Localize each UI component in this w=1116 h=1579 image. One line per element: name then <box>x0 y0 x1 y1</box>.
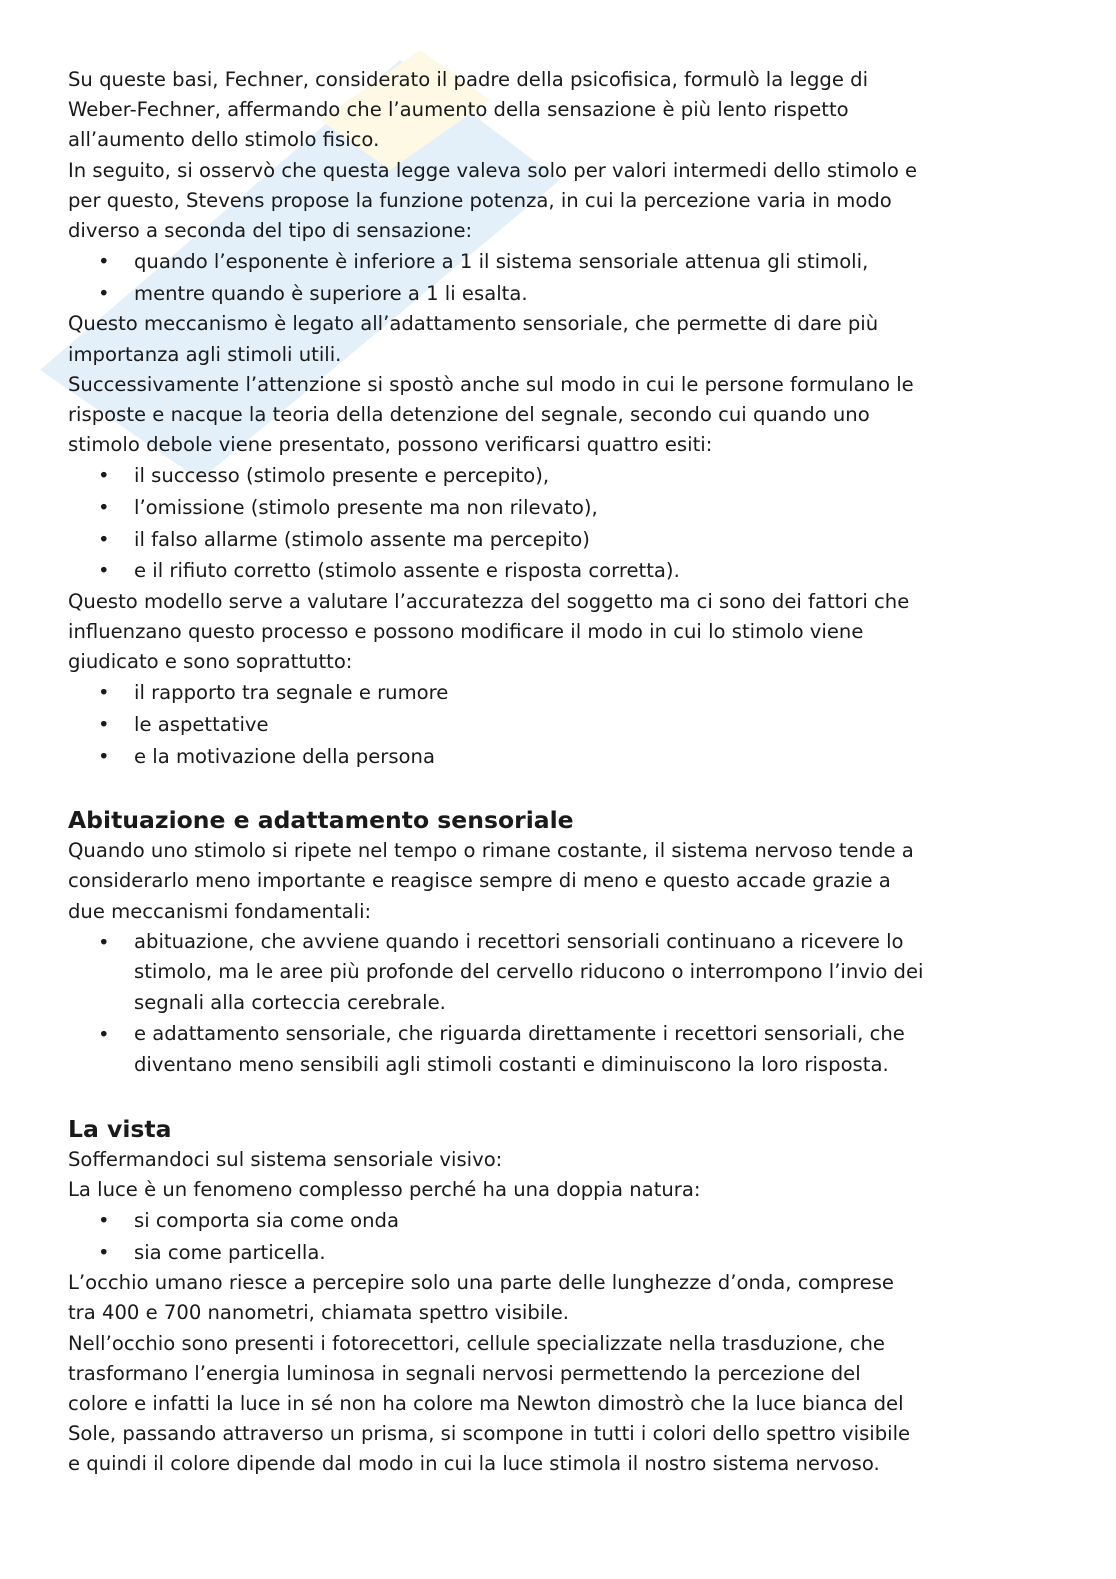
list-item-text: il successo (stimolo presente e percepito), <box>134 464 550 488</box>
list-item <box>68 677 1068 709</box>
list-item-text: stimolo, ma le aree più profonde del cervello riducono o interrompono l’invio dei <box>134 960 924 983</box>
text-line: importanza agli stimoli utili. <box>68 342 342 366</box>
text-line: e quindi il colore dipende dal modo in cui la luce stimola il nostro sistema nervoso. <box>68 1452 880 1476</box>
text-line: Questo modello serve a valutare l’accuratezza del soggetto ma ci sono dei fattori che <box>68 589 910 613</box>
text-line: all’aumento dello stimolo fisico. <box>68 128 380 152</box>
list-item-text: e adattamento sensoriale, che riguarda direttamente i recettori sensoriali, che <box>134 1021 905 1045</box>
list-item <box>68 1205 1068 1237</box>
list-item <box>68 278 1068 310</box>
text-line: giudicato e sono soprattutto: <box>68 650 353 674</box>
paragraph <box>68 1268 1068 1479</box>
bullet-icon: • <box>98 464 110 488</box>
paragraph <box>68 65 1068 246</box>
text-line: Nell’occhio sono presenti i fotorecettori, cellule specializzate nella trasduzione, che <box>68 1331 885 1355</box>
list-item <box>68 555 1068 587</box>
text-line: Questo meccanismo è legato all’adattamento sensoriale, che permette di dare più <box>68 312 879 336</box>
list-item-text: diventano meno sensibili agli stimoli costanti e diminuiscono la loro risposta. <box>134 1053 889 1076</box>
list-item-text: quando l’esponente è inferiore a 1 il sistema sensoriale attenua gli stimoli, <box>134 250 869 274</box>
section-heading: Abituazione e adattamento sensoriale <box>68 806 574 835</box>
list-item-text: abituazione, che avviene quando i recettori sensoriali continuano a ricevere lo <box>134 929 904 953</box>
bullet-icon: • <box>98 681 110 705</box>
text-line: influenzano questo processo e possono modificare il modo in cui lo stimolo viene <box>68 620 864 643</box>
list-item-text: il falso allarme (stimolo assente ma percepito) <box>134 527 590 551</box>
bullet-icon: • <box>98 559 110 583</box>
paragraph <box>68 587 1068 678</box>
list-item <box>68 741 1068 773</box>
list-item-text: e il rifiuto corretto (stimolo assente e risposta corretta). <box>134 559 680 583</box>
text-line: In seguito, si osservò che questa legge valeva solo per valori intermedi dello stimolo e <box>68 158 918 182</box>
text-line: per questo, Stevens propose la funzione potenza, in cui la percezione varia in modo <box>68 188 892 212</box>
list-item-text: il rapporto tra segnale e rumore <box>134 681 449 705</box>
text-line: Su queste basi, Fechner, considerato il padre della psicofisica, formulò la legge di <box>68 68 869 91</box>
list-item <box>68 1237 1068 1269</box>
bullet-icon: • <box>98 1240 110 1264</box>
text-line: Quando uno stimolo si ripete nel tempo o rimane costante, il sistema nervoso tende a <box>68 839 914 863</box>
bullet-icon: • <box>98 496 110 520</box>
list-item <box>68 1019 1068 1081</box>
list-item <box>68 460 1068 492</box>
text-line: Soffermandoci sul sistema sensoriale visivo: <box>68 1147 503 1171</box>
text-line: Weber-Fechner, affermando che l’aumento della sensazione è più lento rispetto <box>68 98 849 122</box>
bullet-icon: • <box>98 713 110 736</box>
bullet-icon: • <box>98 930 110 954</box>
text-line: stimolo debole viene presentato, possono verificarsi quattro esiti: <box>68 433 713 457</box>
bullet-list <box>68 677 1068 772</box>
text-line: Successivamente l’attenzione si spostò anche sul modo in cui le persone formulano le <box>68 372 914 396</box>
text-line: diverso a seconda del tipo di sensazione: <box>68 219 473 243</box>
text-line: La luce è un fenomeno complesso perché ha una doppia natura: <box>68 1177 701 1201</box>
bullet-list <box>68 927 1068 1081</box>
list-item <box>68 927 1068 1019</box>
list-item-text: si comporta sia come onda <box>134 1209 399 1232</box>
text-line: due meccanismi fondamentali: <box>68 899 372 923</box>
text-line: L’occhio umano riesce a percepire solo una parte delle lunghezze d’onda, comprese <box>68 1271 894 1295</box>
bullet-icon: • <box>98 744 110 768</box>
bullet-icon: • <box>98 1209 110 1232</box>
text-line: colore e infatti la luce in sé non ha colore ma Newton dimostrò che la luce bianca del <box>68 1392 904 1415</box>
list-item-text: l’omissione (stimolo presente ma non rilevato), <box>134 496 598 520</box>
bullet-icon: • <box>98 250 110 274</box>
bullet-icon: • <box>98 527 110 551</box>
paragraph <box>68 1145 1068 1205</box>
bullet-icon: • <box>98 1022 110 1046</box>
list-item-text: segnali alla corteccia cerebrale. <box>134 991 446 1015</box>
list-item-text: mentre quando è superiore a 1 li esalta. <box>134 281 528 305</box>
bullet-icon: • <box>98 281 110 305</box>
paragraph <box>68 309 1068 460</box>
bullet-list <box>68 1205 1068 1268</box>
list-item-text: le aspettative <box>134 713 269 736</box>
paragraph <box>68 836 1068 927</box>
text-line: considerarlo meno importante e reagisce sempre di meno e questo accade grazie a <box>68 869 891 893</box>
bullet-list <box>68 246 1068 309</box>
list-item <box>68 492 1068 524</box>
text-line: trasformano l’energia luminosa in segnali nervosi permettendo la percezione del <box>68 1361 861 1385</box>
text-line: risposte e nacque la teoria della detenzione del segnale, secondo cui quando uno <box>68 403 870 427</box>
list-item <box>68 524 1068 556</box>
list-item <box>68 709 1068 741</box>
list-item <box>68 246 1068 278</box>
text-line: Sole, passando attraverso un prisma, si scompone in tutti i colori dello spettro visibile <box>68 1422 911 1446</box>
list-item-text: sia come particella. <box>134 1240 326 1264</box>
text-line: tra 400 e 700 nanometri, chiamata spettro visibile. <box>68 1301 569 1325</box>
list-item-text: e la motivazione della persona <box>134 744 435 768</box>
document-body <box>68 65 1068 1480</box>
bullet-list <box>68 460 1068 586</box>
section-heading: La vista <box>68 1114 172 1143</box>
